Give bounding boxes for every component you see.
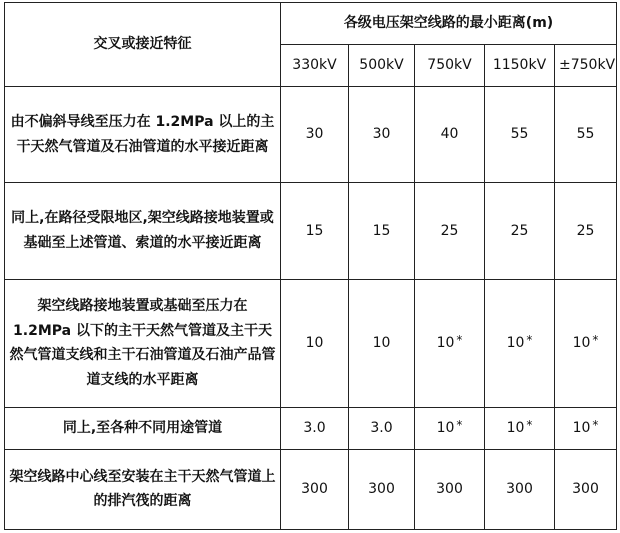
table-row — [5, 449, 617, 529]
value-text: 10 — [506, 334, 525, 351]
footnote-marker: * — [526, 332, 533, 347]
value-cell — [415, 279, 485, 407]
footnote-marker: * — [526, 418, 533, 433]
value-cell: 10 — [281, 279, 349, 407]
value-text: 10 — [436, 334, 455, 351]
value-cell: 25 — [415, 183, 485, 279]
value-cell — [555, 407, 617, 449]
table-row — [5, 407, 617, 449]
feature-cell: 同上,在路径受限地区,架空线路接地装置或基础至上述管道、索道的水平接近距离 — [5, 183, 281, 279]
value-cell: 30 — [281, 87, 349, 183]
value-cell: 30 — [349, 87, 415, 183]
footnote-marker: * — [592, 332, 599, 347]
value-cell — [485, 407, 555, 449]
value-cell: 55 — [555, 87, 617, 183]
header-feature: 交叉或接近特征 — [5, 3, 281, 87]
value-cell: 300 — [415, 449, 485, 529]
feature-cell: 架空线路接地装置或基础至压力在 1.2MPa 以下的主干天然气管道及主干天然气管道支线和主干石油管道及石油产品管道支线的水平距离 — [5, 279, 281, 407]
table-row — [5, 279, 617, 407]
value-cell: 15 — [349, 183, 415, 279]
value-cell — [485, 279, 555, 407]
value-cell — [555, 279, 617, 407]
value-cell: 25 — [485, 183, 555, 279]
header-voltage: 750kV — [415, 45, 485, 87]
header-voltage-group: 各级电压架空线路的最小距离(m) — [281, 3, 617, 45]
header-row-1 — [5, 3, 617, 45]
distance-table — [4, 2, 617, 530]
footnote-marker: * — [456, 332, 463, 347]
value-cell: 300 — [281, 449, 349, 529]
value-text: 10 — [436, 420, 455, 437]
value-cell — [415, 407, 485, 449]
value-cell: 10 — [349, 279, 415, 407]
value-text: 10 — [572, 420, 591, 437]
value-cell: 300 — [555, 449, 617, 529]
value-text: 10 — [506, 420, 525, 437]
table-row — [5, 183, 617, 279]
value-cell: 3.0 — [281, 407, 349, 449]
feature-cell: 同上,至各种不同用途管道 — [5, 407, 281, 449]
header-voltage: 1150kV — [485, 45, 555, 87]
value-cell: 40 — [415, 87, 485, 183]
value-cell: 15 — [281, 183, 349, 279]
footnote-marker: * — [592, 418, 599, 433]
header-voltage: 500kV — [349, 45, 415, 87]
value-cell: 300 — [349, 449, 415, 529]
feature-cell: 由不偏斜导线至压力在 1.2MPa 以上的主干天然气管道及石油管道的水平接近距离 — [5, 87, 281, 183]
value-cell: 300 — [485, 449, 555, 529]
feature-cell: 架空线路中心线至安装在主干天然气管道上的排汽筏的距离 — [5, 449, 281, 529]
header-voltage: 330kV — [281, 45, 349, 87]
value-text: 10 — [572, 334, 591, 351]
footnote-marker: * — [456, 418, 463, 433]
header-voltage: ±750kV — [555, 45, 617, 87]
table-row — [5, 87, 617, 183]
value-cell: 55 — [485, 87, 555, 183]
value-cell: 3.0 — [349, 407, 415, 449]
value-cell: 25 — [555, 183, 617, 279]
